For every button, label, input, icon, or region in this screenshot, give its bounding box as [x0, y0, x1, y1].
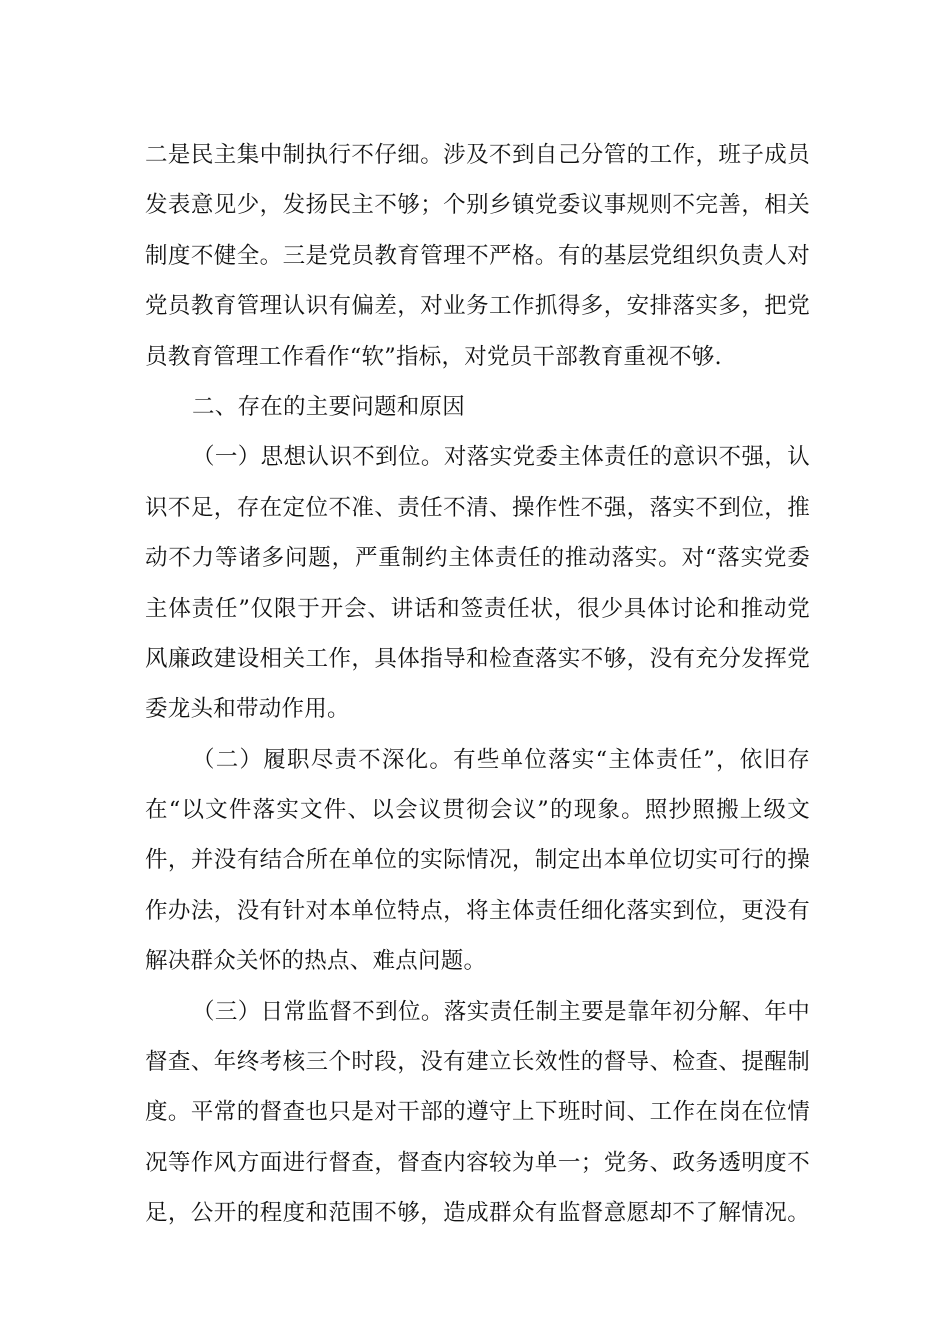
- text-line: 制度不健全。三是党员教育管理不严格。有的基层党组织负责人对: [145, 242, 810, 269]
- text-line: 二是民主集中制执行不仔细。涉及不到自己分管的工作，班子成员: [145, 142, 810, 168]
- text-line: 况等作风方面进行督查，督查内容较为单一；党务、政务透明度不: [145, 1149, 810, 1176]
- text-line: 在“以文件落实文件、以会议贯彻会议”的现象。照抄照搬上级文: [145, 797, 810, 824]
- text-line: 主体责任”仅限于开会、讲话和签责任状，很少具体讨论和推动党: [145, 595, 810, 622]
- text-line: 委龙头和带动作用。: [145, 696, 350, 723]
- text-line: 作办法，没有针对本单位特点，将主体责任细化落实到位，更没有: [145, 897, 810, 924]
- text-line: （三）日常监督不到位。落实责任制主要是靠年初分解、年中: [192, 998, 810, 1025]
- text-line: 识不足，存在定位不准、责任不清、操作性不强，落实不到位，推: [145, 494, 810, 521]
- text-line: 发表意见少，发扬民主不够；个别乡镇党委议事规则不完善，相关: [145, 192, 810, 219]
- text-line: （二）履职尽责不深化。有些单位落实“主体责任”，依旧存: [192, 746, 810, 773]
- text-line: （一）思想认识不到位。对落实党委主体责任的意识不强，认: [192, 444, 810, 471]
- text-line: 度。平常的督查也只是对干部的遵守上下班时间、工作在岗在位情: [145, 1099, 810, 1126]
- document-body: [145, 130, 810, 1239]
- text-line: 动不力等诸多问题，严重制约主体责任的推动落实。对“落实党委: [145, 545, 810, 572]
- text-line: 督查、年终考核三个时段，没有建立长效性的督导、检查、提醒制: [145, 1049, 810, 1076]
- text-line: 党员教育管理认识有偏差，对业务工作抓得多，安排落实多，把党: [145, 293, 810, 320]
- text-line: 件，并没有结合所在单位的实际情况，制定出本单位切实可行的操: [145, 847, 810, 874]
- text-line: 二、存在的主要问题和原因: [192, 393, 466, 420]
- text-line: 足，公开的程度和范围不够，造成群众有监督意愿却不了解情况。: [145, 1200, 810, 1227]
- text-line: 解决群众关怀的热点、难点问题。: [145, 948, 487, 975]
- text-line: 员教育管理工作看作“软”指标，对党员干部教育重视不够.: [145, 343, 722, 370]
- text-line: 风廉政建设相关工作，具体指导和检查落实不够，没有充分发挥党: [145, 645, 810, 672]
